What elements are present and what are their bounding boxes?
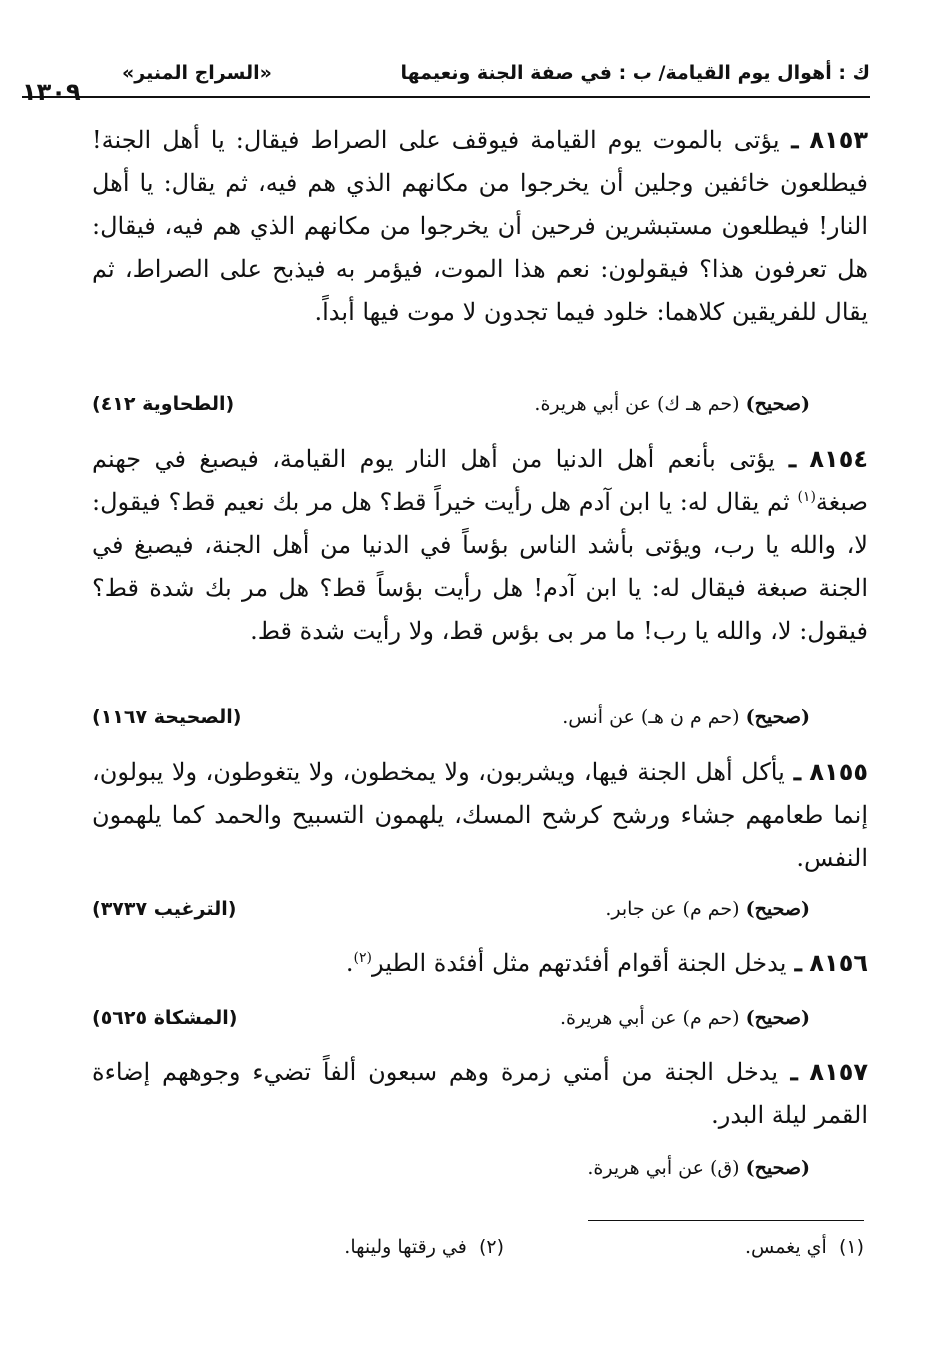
hadith-entry xyxy=(92,437,868,653)
hadith-number: ٨١٥٤ xyxy=(809,445,868,473)
hadith-text: يأكل أهل الجنة فيها، ويشربون، ولا يمخطون، ولا يتغوطون، ولا يبولون، إنما طعامهم جشاء ورشح كرشح المسك، يلهمون التسبيح والحمد كما يلهمون النفس. xyxy=(92,758,868,872)
grade-narrators: (ق) عن أبي هريرة. xyxy=(587,1157,740,1179)
book-title: «السراج المنير» xyxy=(122,62,272,84)
hadith-number: ٨١٥٧ xyxy=(809,1058,869,1086)
header-rule xyxy=(22,96,870,98)
hadith-number: ٨١٥٥ xyxy=(809,758,868,786)
grade-word: (صحيح) xyxy=(745,1157,810,1179)
page-number: ١٣٠٩ xyxy=(22,78,81,106)
footnote-marker: (٢) xyxy=(353,950,372,966)
grade-row xyxy=(92,898,868,928)
hadith-entry xyxy=(92,118,868,334)
source-reference: (الصحيحة ١١٦٧) xyxy=(92,706,242,728)
hadith-number: ٨١٥٣ xyxy=(809,126,868,154)
grade-row xyxy=(92,393,868,423)
grade xyxy=(560,1007,810,1029)
hadith-text-continued: . xyxy=(345,949,354,977)
hadith-text: يؤتى بالموت يوم القيامة فيوقف على الصراط فيقال: يا أهل الجنة! فيطلعون خائفين وجلين أن يخرجوا من مكانهم الذي هم فيه، ثم يقال: يا أهل النار! فيطلعون مستبشرين فرحين أن يخرجوا من مكانهم الذي هم فيه، فيقال: هل تعرفون هذا؟ فيقولون: نعم هذا الموت، فيؤمر به فيذبح على الصراط، ثم يقال للفريقين كلاهما: خلود فيما تجدون لا موت فيها أبداً. xyxy=(92,126,868,326)
grade xyxy=(562,706,810,728)
footnote-text: في رقتها ولينها. xyxy=(344,1236,467,1258)
grade xyxy=(587,1157,810,1179)
source-reference: (الترغيب ٣٧٣٧) xyxy=(92,898,237,920)
grade-word: (صحيح) xyxy=(745,898,810,920)
grade-narrators: (حم م) عن جابر. xyxy=(605,898,740,920)
separator-dash: ـ xyxy=(784,757,801,786)
footnote xyxy=(745,1236,864,1258)
source-reference: (الطحاوية ٤١٢) xyxy=(92,393,235,415)
hadith-entry xyxy=(92,941,868,985)
hadith-text: يدخل الجنة أقوام أفئدتهم مثل أفئدة الطير xyxy=(371,949,787,977)
footnote xyxy=(344,1236,504,1258)
hadith-text-block xyxy=(92,118,868,334)
separator-dash: ـ xyxy=(774,444,797,473)
hadith-text-block xyxy=(92,1050,868,1137)
separator-dash: ـ xyxy=(779,125,799,154)
grade-word: (صحيح) xyxy=(745,1007,810,1029)
footnote-number: (١) xyxy=(838,1236,864,1258)
hadith-entry xyxy=(92,750,868,880)
footnote-marker: (١) xyxy=(797,489,816,505)
source-reference: (المشكاة ٥٦٢٥) xyxy=(92,1007,238,1029)
grade-word: (صحيح) xyxy=(745,706,810,728)
hadith-number: ٨١٥٦ xyxy=(809,949,868,977)
chapter-title: ك : أهوال يوم القيامة/ ب : في صفة الجنة ونعيمها xyxy=(400,62,870,84)
hadith-text-block xyxy=(92,941,868,985)
grade-narrators: (حم م) عن أبي هريرة. xyxy=(559,1007,740,1029)
footnote-rule xyxy=(588,1220,864,1221)
footnote-text: أي يغمس. xyxy=(744,1236,827,1258)
footnote-number: (٢) xyxy=(478,1236,504,1258)
hadith-text: يدخل الجنة من أمتي زمرة وهم سبعون ألفاً تضيء وجوههم إضاءة القمر ليلة البدر. xyxy=(92,1058,868,1129)
hadith-text-block xyxy=(92,437,868,653)
hadith-text-continued: ثم يقال له: يا ابن آدم هل رأيت خيراً قط؟ هل مر بك نعيم قط؟ فيقول: لا، والله يا رب، ويؤتى بأشد الناس بؤساً في الدنيا من أهل الجنة، فيصبغ في الجنة صبغة فيقال له: يا ابن آدم! هل رأيت بؤساً قط؟ هل مر بك شدة قط؟ فيقول: لا، والله يا رب! ما مر بى بؤس قط، ولا رأيت شدة قط. xyxy=(92,488,868,645)
grade-narrators: (حم م ن هـ) عن أنس. xyxy=(562,706,740,728)
hadith-text-block xyxy=(92,750,868,880)
grade xyxy=(605,898,810,920)
grade-narrators: (حم هـ ك) عن أبي هريرة. xyxy=(534,393,740,415)
grade-word: (صحيح) xyxy=(745,393,810,415)
hadith-entry xyxy=(92,1050,868,1137)
hadith-text: يؤتى بأنعم أهل الدنيا من أهل النار يوم القيامة، فيصبغ في جهنم صبغة xyxy=(92,445,868,516)
separator-dash: ـ xyxy=(778,1057,798,1086)
running-header xyxy=(22,58,870,106)
grade-row xyxy=(92,1157,868,1187)
grade-row xyxy=(92,706,868,736)
separator-dash: ـ xyxy=(786,948,802,977)
grade-row xyxy=(92,1007,868,1037)
footnotes xyxy=(124,1236,864,1266)
grade xyxy=(534,393,810,415)
